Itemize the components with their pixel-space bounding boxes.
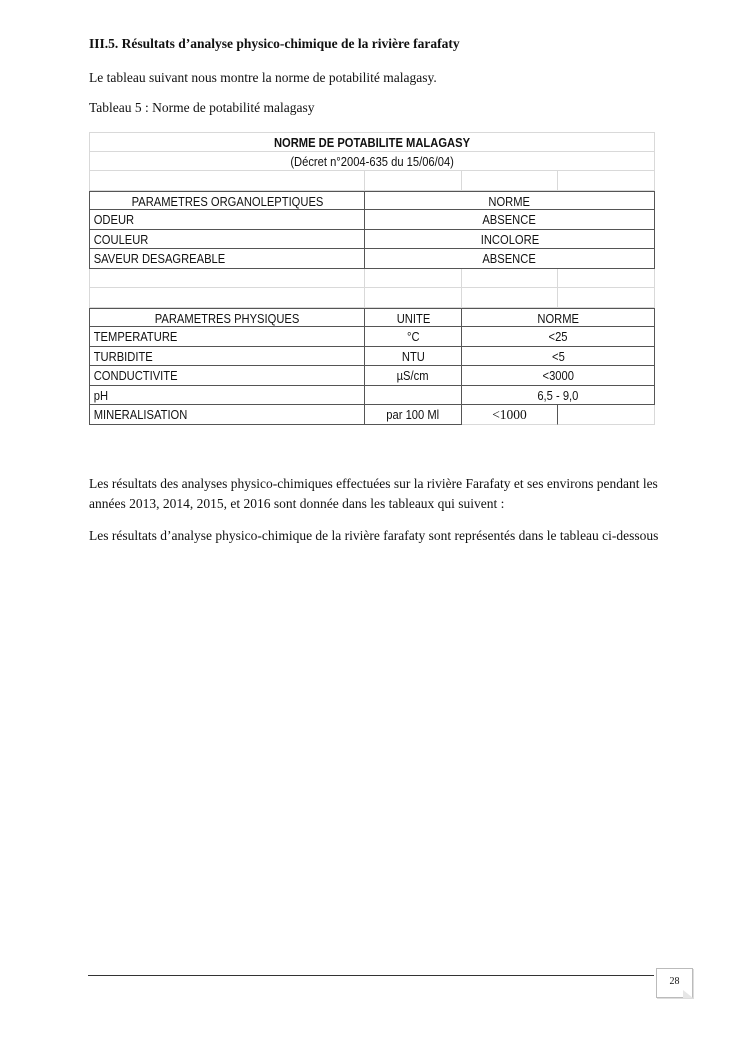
param-norm: INCOLORE — [480, 231, 539, 247]
param-norm: <5 — [551, 348, 565, 364]
param-name: pH — [93, 387, 109, 403]
results-paragraph: Les résultats des analyses physico-chimiques effectuées sur la rivière Farafaty et ses environs pendant les années 2013, 2014, 2015, et 2016 sont donnée dans les tableaux qui suivent : — [89, 476, 658, 511]
param-norm: <3000 — [542, 368, 574, 383]
spacer-row — [89, 288, 655, 308]
physical-param-header: PARAMETRES PHYSIQUES — [154, 310, 300, 326]
organoleptic-norm-header: NORME — [488, 193, 531, 209]
table-row — [89, 366, 655, 386]
physical-norm-header: NORME — [537, 310, 579, 326]
param-name: TURBIDITE — [93, 348, 153, 364]
intro-paragraph: Le tableau suivant nous montre la norme de potabilité malagasy. — [89, 70, 437, 85]
footer-divider — [88, 975, 654, 976]
param-unit: par 100 Ml — [386, 407, 440, 422]
table-row — [89, 347, 655, 367]
param-name: COULEUR — [93, 231, 149, 247]
table-row — [89, 230, 655, 250]
param-name: SAVEUR DESAGREABLE — [93, 251, 226, 266]
page-number: 28 — [669, 976, 680, 987]
spacer-row — [89, 171, 655, 191]
param-norm: ABSENCE — [482, 251, 537, 266]
param-unit: NTU — [401, 348, 425, 364]
param-name: MINERALISATION — [93, 407, 188, 422]
param-norm: 6,5 - 9,0 — [537, 387, 579, 403]
param-unit: °C — [406, 329, 420, 344]
spacer-row — [89, 269, 655, 289]
physical-unit-header: UNITE — [396, 310, 430, 326]
results-paragraph-2: Les résultats d’analyse physico-chimique de la rivière farafaty sont représentés dans le tableau ci-dessous — [89, 528, 659, 543]
param-norm: <25 — [548, 329, 568, 344]
physical-header-row — [89, 308, 655, 328]
page-curl-icon — [683, 990, 693, 998]
table-row — [89, 249, 655, 269]
section-heading: III.5. Résultats d’analyse physico-chimique de la rivière farafaty — [89, 36, 460, 51]
table-title: NORME DE POTABILITE MALAGASY — [273, 135, 471, 150]
param-name: ODEUR — [93, 212, 135, 227]
table-row — [89, 210, 655, 230]
table-row — [89, 386, 655, 406]
table-subtitle-row — [89, 152, 655, 172]
table-subtitle: (Décret n°2004-635 du 15/06/04) — [290, 153, 454, 169]
table-row — [89, 405, 655, 425]
param-unit: µS/cm — [397, 368, 429, 383]
organoleptic-header-row — [89, 191, 655, 211]
table-row — [89, 327, 655, 347]
param-name: CONDUCTIVITE — [93, 368, 178, 383]
potability-norm-table — [89, 132, 655, 425]
param-name: TEMPERATURE — [93, 329, 178, 344]
organoleptic-param-header: PARAMETRES ORGANOLEPTIQUES — [131, 193, 323, 209]
page-number-box — [656, 968, 693, 998]
table-caption: Tableau 5 : Norme de potabilité malagasy — [89, 100, 315, 115]
param-norm: ABSENCE — [482, 212, 537, 227]
table-title-row — [89, 132, 655, 152]
param-norm: <1000 — [492, 407, 527, 422]
